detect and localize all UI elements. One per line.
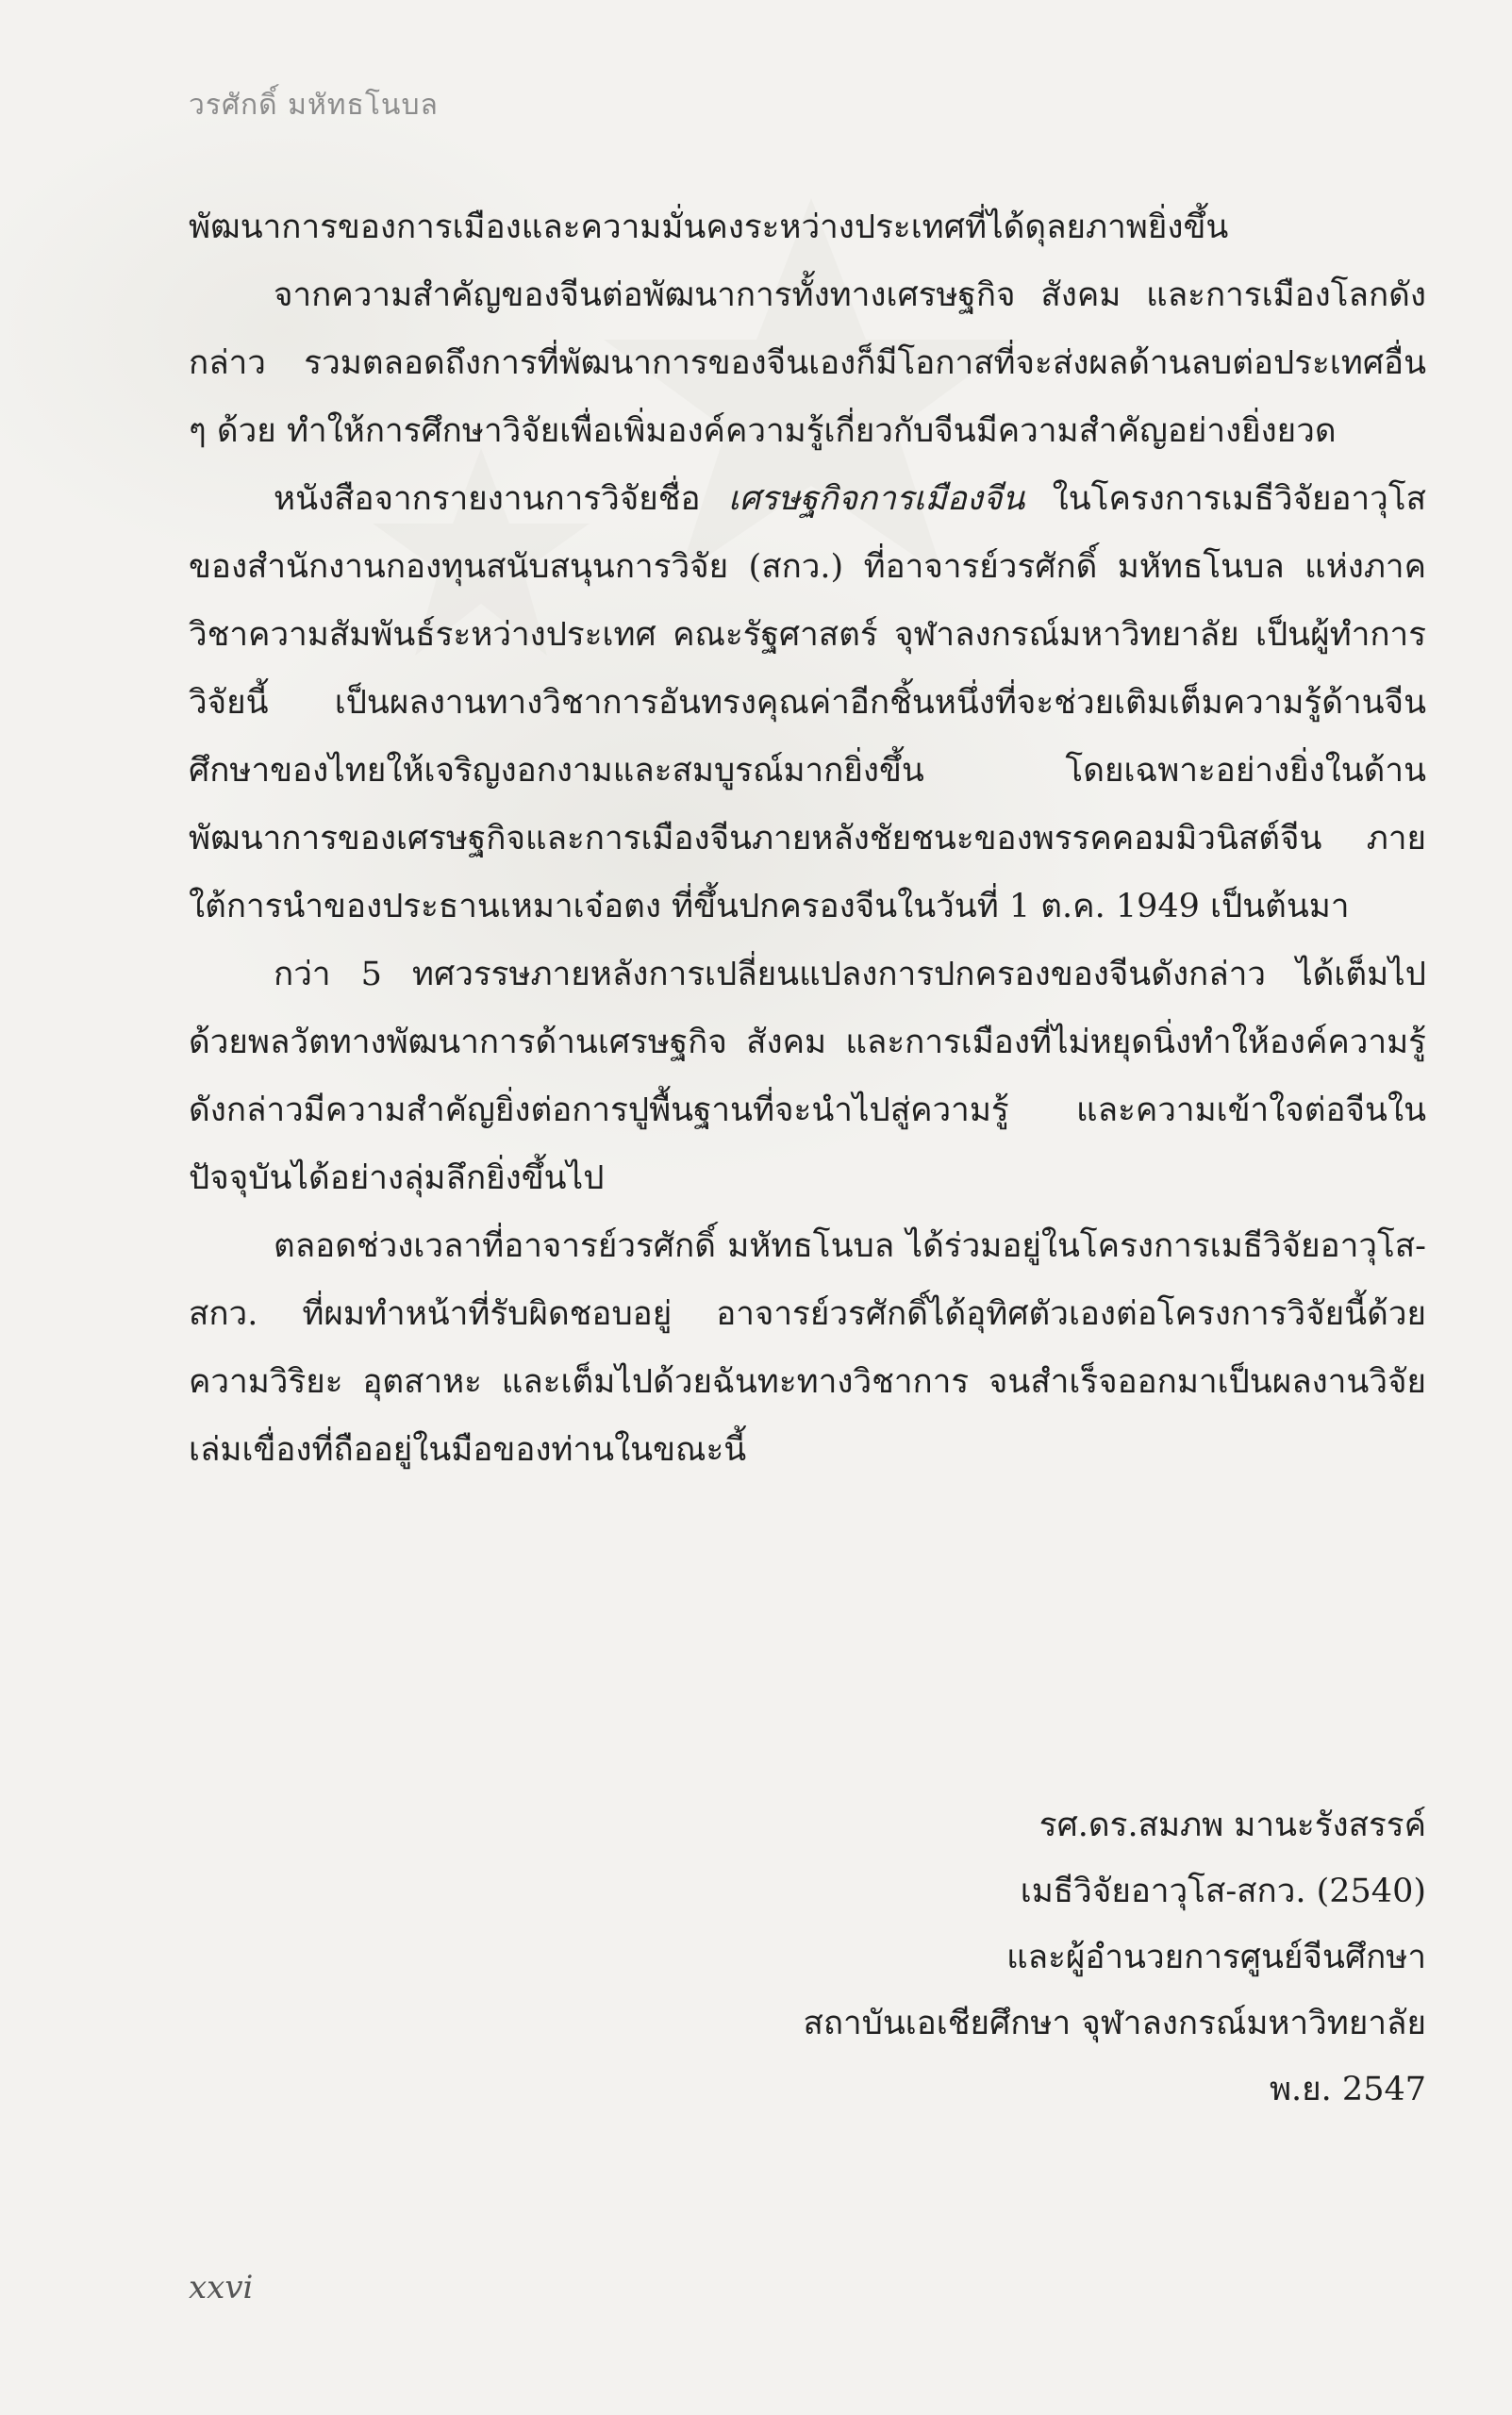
paragraph-3: กว่า 5 ทศวรรษภายหลังการเปลี่ยนแปลงการปกครองของจีนดังกล่าว ได้เต็มไปด้วยพลวัตทางพัฒนาการด้านเศรษฐกิจ สังคม และการเมืองที่ไม่หยุดนิ่งทำให้องค์ความรู้ดังกล่าวมีความสำคัญยิ่งต่อการปูพื้นฐานที่จะนำไปสู่ความรู้ และความเข้าใจต่อจีนในปัจจุบันได้อย่างลุ่มลึกยิ่งขึ้นไป xyxy=(189,956,1426,1197)
signature-block xyxy=(803,1792,1426,2123)
signature-name: รศ.ดร.สมภพ มานะรังสรรค์ xyxy=(1038,1807,1426,1844)
body-text xyxy=(189,193,1426,1484)
running-head: วรศักดิ์ มหัทธโนบล xyxy=(189,89,439,122)
signature-title-1: เมธีวิจัยอาวุโส-สกว. (2540) xyxy=(1020,1873,1426,1910)
paragraph-2 xyxy=(189,465,1426,941)
paragraph-1: จากความสำคัญของจีนต่อพัฒนาการทั้งทางเศรษฐกิจ สังคม และการเมืองโลกดังกล่าว รวมตลอดถึงการที่พัฒนาการของจีนเองก็มีโอกาสที่จะส่งผลด้านลบต่อประเทศอื่น ๆ ด้วย ทำให้การศึกษาวิจัยเพื่อเพิ่มองค์ความรู้เกี่ยวกับจีนมีความสำคัญอย่างยิ่งยวด xyxy=(189,276,1426,450)
paragraph-2-text-a: หนังสือจากรายงานการวิจัยชื่อ xyxy=(274,480,728,518)
signature-date: พ.ย. 2547 xyxy=(1269,2071,1426,2108)
signature-institution: สถาบันเอเชียศึกษา จุฬาลงกรณ์มหาวิทยาลัย xyxy=(803,2005,1426,2042)
paragraph-4: ตลอดช่วงเวลาที่อาจารย์วรศักดิ์ มหัทธโนบล ได้ร่วมอยู่ในโครงการเมธีวิจัยอาวุโส-สกว. ที่ผมทำหน้าที่รับผิดชอบอยู่ อาจารย์วรศักดิ์ได้อุทิศตัวเองต่อโครงการวิจัยนี้ด้วยความวิริยะ อุตสาหะ และเต็มไปด้วยฉันทะทางวิชาการ จนสำเร็จออกมาเป็นผลงานวิจัยเล่มเขื่องที่ถืออยู่ในมือของท่านในขณะนี้ xyxy=(189,1227,1426,1469)
page-number: xxvi xyxy=(189,2269,254,2307)
signature-title-2: และผู้อำนวยการศูนย์จีนศึกษา xyxy=(1006,1939,1426,1976)
paragraph-2-text-b: ในโครงการเมธีวิจัยอาวุโสของสำนักงานกองทุนสนับสนุนการวิจัย (สกว.) ที่อาจารย์วรศักดิ์ มหัทธโนบล แห่งภาควิชาความสัมพันธ์ระหว่างประเทศ คณะรัฐศาสตร์ จุฬาลงกรณ์มหาวิทยาลัย เป็นผู้ทำการวิจัยนี้ เป็นผลงานทางวิชาการอันทรงคุณค่าอีกชิ้นหนึ่งที่จะช่วยเติมเต็มความรู้ด้านจีนศึกษาของไทยให้เจริญงอกงามและสมบูรณ์มากยิ่งขึ้น โดยเฉพาะอย่างยิ่งในด้านพัฒนาการของเศรษฐกิจและการเมืองจีนภายหลังชัยชนะของพรรคคอมมิวนิสต์จีน ภายใต้การนำของประธานเหมาเจ๋อตง ที่ขึ้นปกครองจีนในวันที่ 1 ต.ค. 1949 เป็นต้นมา xyxy=(189,480,1426,925)
book-title: เศรษฐกิจการเมืองจีน xyxy=(727,480,1025,518)
paragraph-continuation: พัฒนาการของการเมืองและความมั่นคงระหว่างประเทศที่ได้ดุลยภาพยิ่งขึ้น xyxy=(189,208,1229,246)
